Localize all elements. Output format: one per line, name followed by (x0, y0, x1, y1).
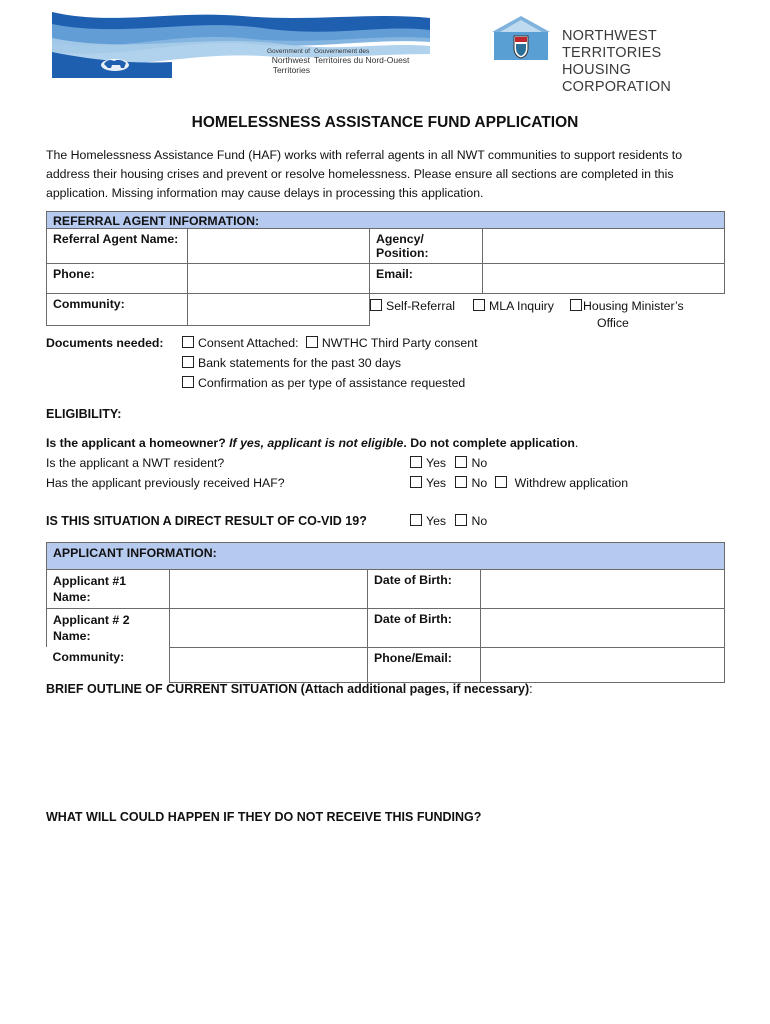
resident-no-label: No (471, 456, 488, 470)
covid-question: IS THIS SITUATION A DIRECT RESULT OF CO-VID 19? (46, 514, 367, 528)
page-title: HOMELESSNESS ASSISTANCE FUND APPLICATION (191, 114, 579, 131)
nwthc-line1: NORTHWEST TERRITORIES (562, 28, 662, 61)
self-referral-label: Self-Referral (386, 299, 456, 313)
applicant1-label (47, 570, 170, 609)
current-situation-heading-colon: : (529, 682, 533, 696)
withdrew-label: Withdrew application (514, 476, 629, 490)
applicant2-label-1: Applicant # 2 (53, 613, 130, 627)
homeowner-question (46, 436, 746, 450)
phone-label: Phone: (47, 264, 188, 294)
received-no-label: No (471, 476, 488, 490)
homeowner-q-d: . (574, 436, 579, 450)
consent-checkbox[interactable] (182, 336, 194, 348)
doc-bank-line (182, 356, 401, 370)
resident-answers (410, 456, 487, 470)
phone-email-label: Phone/Email: (368, 647, 481, 682)
applicant1-label-2: Name: (53, 590, 91, 604)
covid-no-checkbox[interactable] (455, 514, 467, 526)
nwthc-name (562, 28, 732, 96)
documents-needed-label: Documents needed: (46, 336, 164, 350)
applicant2-name-field[interactable] (170, 609, 368, 648)
nwthc-line2: HOUSING CORPORATION (562, 62, 672, 95)
self-referral-option[interactable] (370, 299, 455, 313)
resident-yes-checkbox[interactable] (410, 456, 422, 468)
withdrew-checkbox[interactable] (495, 476, 507, 488)
community-field[interactable] (188, 294, 370, 326)
current-situation-heading-text: BRIEF OUTLINE OF CURRENT SITUATION (Attach additional pages, if necessary) (46, 682, 530, 696)
applicant-community-field[interactable] (170, 647, 368, 682)
gov-fr-line1: Gouvernement des (314, 48, 370, 55)
gov-en-line2: Northwest Territories (271, 55, 310, 75)
doc-consent-line (182, 336, 478, 350)
funding-impact-area[interactable] (46, 832, 725, 982)
received-no-checkbox[interactable] (455, 476, 467, 488)
self-referral-checkbox[interactable] (370, 299, 382, 311)
housing-minister-label-1: Housing Minister’s (583, 299, 684, 313)
homeowner-q-c: . Do not complete application (403, 436, 575, 450)
eligibility-heading: ELIGIBILITY: (46, 407, 122, 421)
current-situation-area[interactable] (46, 702, 725, 802)
gov-en-line1: Government of (267, 48, 310, 55)
bank-statements-label: Bank statements for the past 30 days (198, 356, 402, 370)
mla-inquiry-option[interactable] (473, 299, 554, 313)
applicant1-label-1: Applicant #1 (53, 574, 127, 588)
applicant1-dob-label: Date of Birth: (368, 570, 481, 609)
confirmation-checkbox[interactable] (182, 376, 194, 388)
applicant-table (46, 542, 725, 683)
resident-question: Is the applicant a NWT resident? (46, 456, 225, 470)
phone-field[interactable] (188, 264, 370, 294)
covid-no-label: No (471, 514, 488, 528)
current-situation-heading (46, 682, 533, 696)
received-answers (410, 476, 628, 490)
resident-no-checkbox[interactable] (455, 456, 467, 468)
housing-minister-label-2: Office (597, 316, 629, 330)
mla-inquiry-checkbox[interactable] (473, 299, 485, 311)
confirmation-label: Confirmation as per type of assistance requested (198, 376, 466, 390)
nwthc-house-icon (490, 14, 552, 62)
received-yes-label: Yes (426, 476, 447, 490)
applicant-community-label: Community: (47, 647, 170, 682)
covid-answers (410, 514, 487, 528)
consent-label: Consent Attached: (198, 336, 299, 350)
covid-yes-label: Yes (426, 514, 447, 528)
gnwt-logo (52, 8, 432, 78)
resident-yes-label: Yes (426, 456, 447, 470)
intro-paragraph: The Homelessness Assistance Fund (HAF) works with referral agents in all NWT communities to support residents to address their housing crises and prevent or resolve homelessness. Please ensure all sections are completed in this application. Missing information may cause delays in processing this application. (46, 148, 683, 200)
housing-minister-checkbox[interactable] (570, 299, 582, 311)
homeowner-q-a: Is the applicant a homeowner? (46, 436, 226, 450)
applicant1-name-field[interactable] (170, 570, 368, 609)
applicant-header: APPLICANT INFORMATION: (47, 543, 725, 570)
gov-fr-line2: Territoires du Nord-Ouest (314, 55, 410, 65)
covid-yes-checkbox[interactable] (410, 514, 422, 526)
agency-position-label: Agency/ Position: (370, 229, 483, 264)
received-yes-checkbox[interactable] (410, 476, 422, 488)
homeowner-q-b: If yes, applicant is not eligible (229, 436, 404, 450)
gov-en-name (238, 48, 310, 75)
gov-fr-name (314, 48, 434, 65)
bank-statements-checkbox[interactable] (182, 356, 194, 368)
applicant2-dob-label: Date of Birth: (368, 609, 481, 648)
applicant2-dob-field[interactable] (481, 609, 725, 648)
third-party-label: NWTHC Third Party consent (321, 336, 478, 350)
housing-minister-option[interactable] (570, 299, 700, 330)
applicant2-label-2: Name: (53, 629, 91, 643)
doc-confirm-line (182, 376, 465, 390)
received-question: Has the applicant previously received HAF? (46, 476, 285, 490)
referral-agent-name-field[interactable] (188, 229, 370, 264)
applicant1-dob-field[interactable] (481, 570, 725, 609)
phone-email-field[interactable] (481, 647, 725, 682)
funding-impact-heading: WHAT WILL COULD HAPPEN IF THEY DO NOT RECEIVE THIS FUNDING? (46, 810, 482, 824)
nwthc-logo (490, 14, 730, 95)
applicant2-label (47, 609, 170, 648)
mla-inquiry-label: MLA Inquiry (489, 299, 554, 313)
email-label: Email: (370, 264, 483, 294)
referral-header: REFERRAL AGENT INFORMATION: (47, 212, 725, 229)
email-field[interactable] (483, 264, 725, 294)
third-party-checkbox[interactable] (306, 336, 318, 348)
community-label: Community: (47, 294, 188, 326)
referral-agent-name-label: Referral Agent Name: (47, 229, 188, 264)
agency-position-field[interactable] (483, 229, 725, 264)
